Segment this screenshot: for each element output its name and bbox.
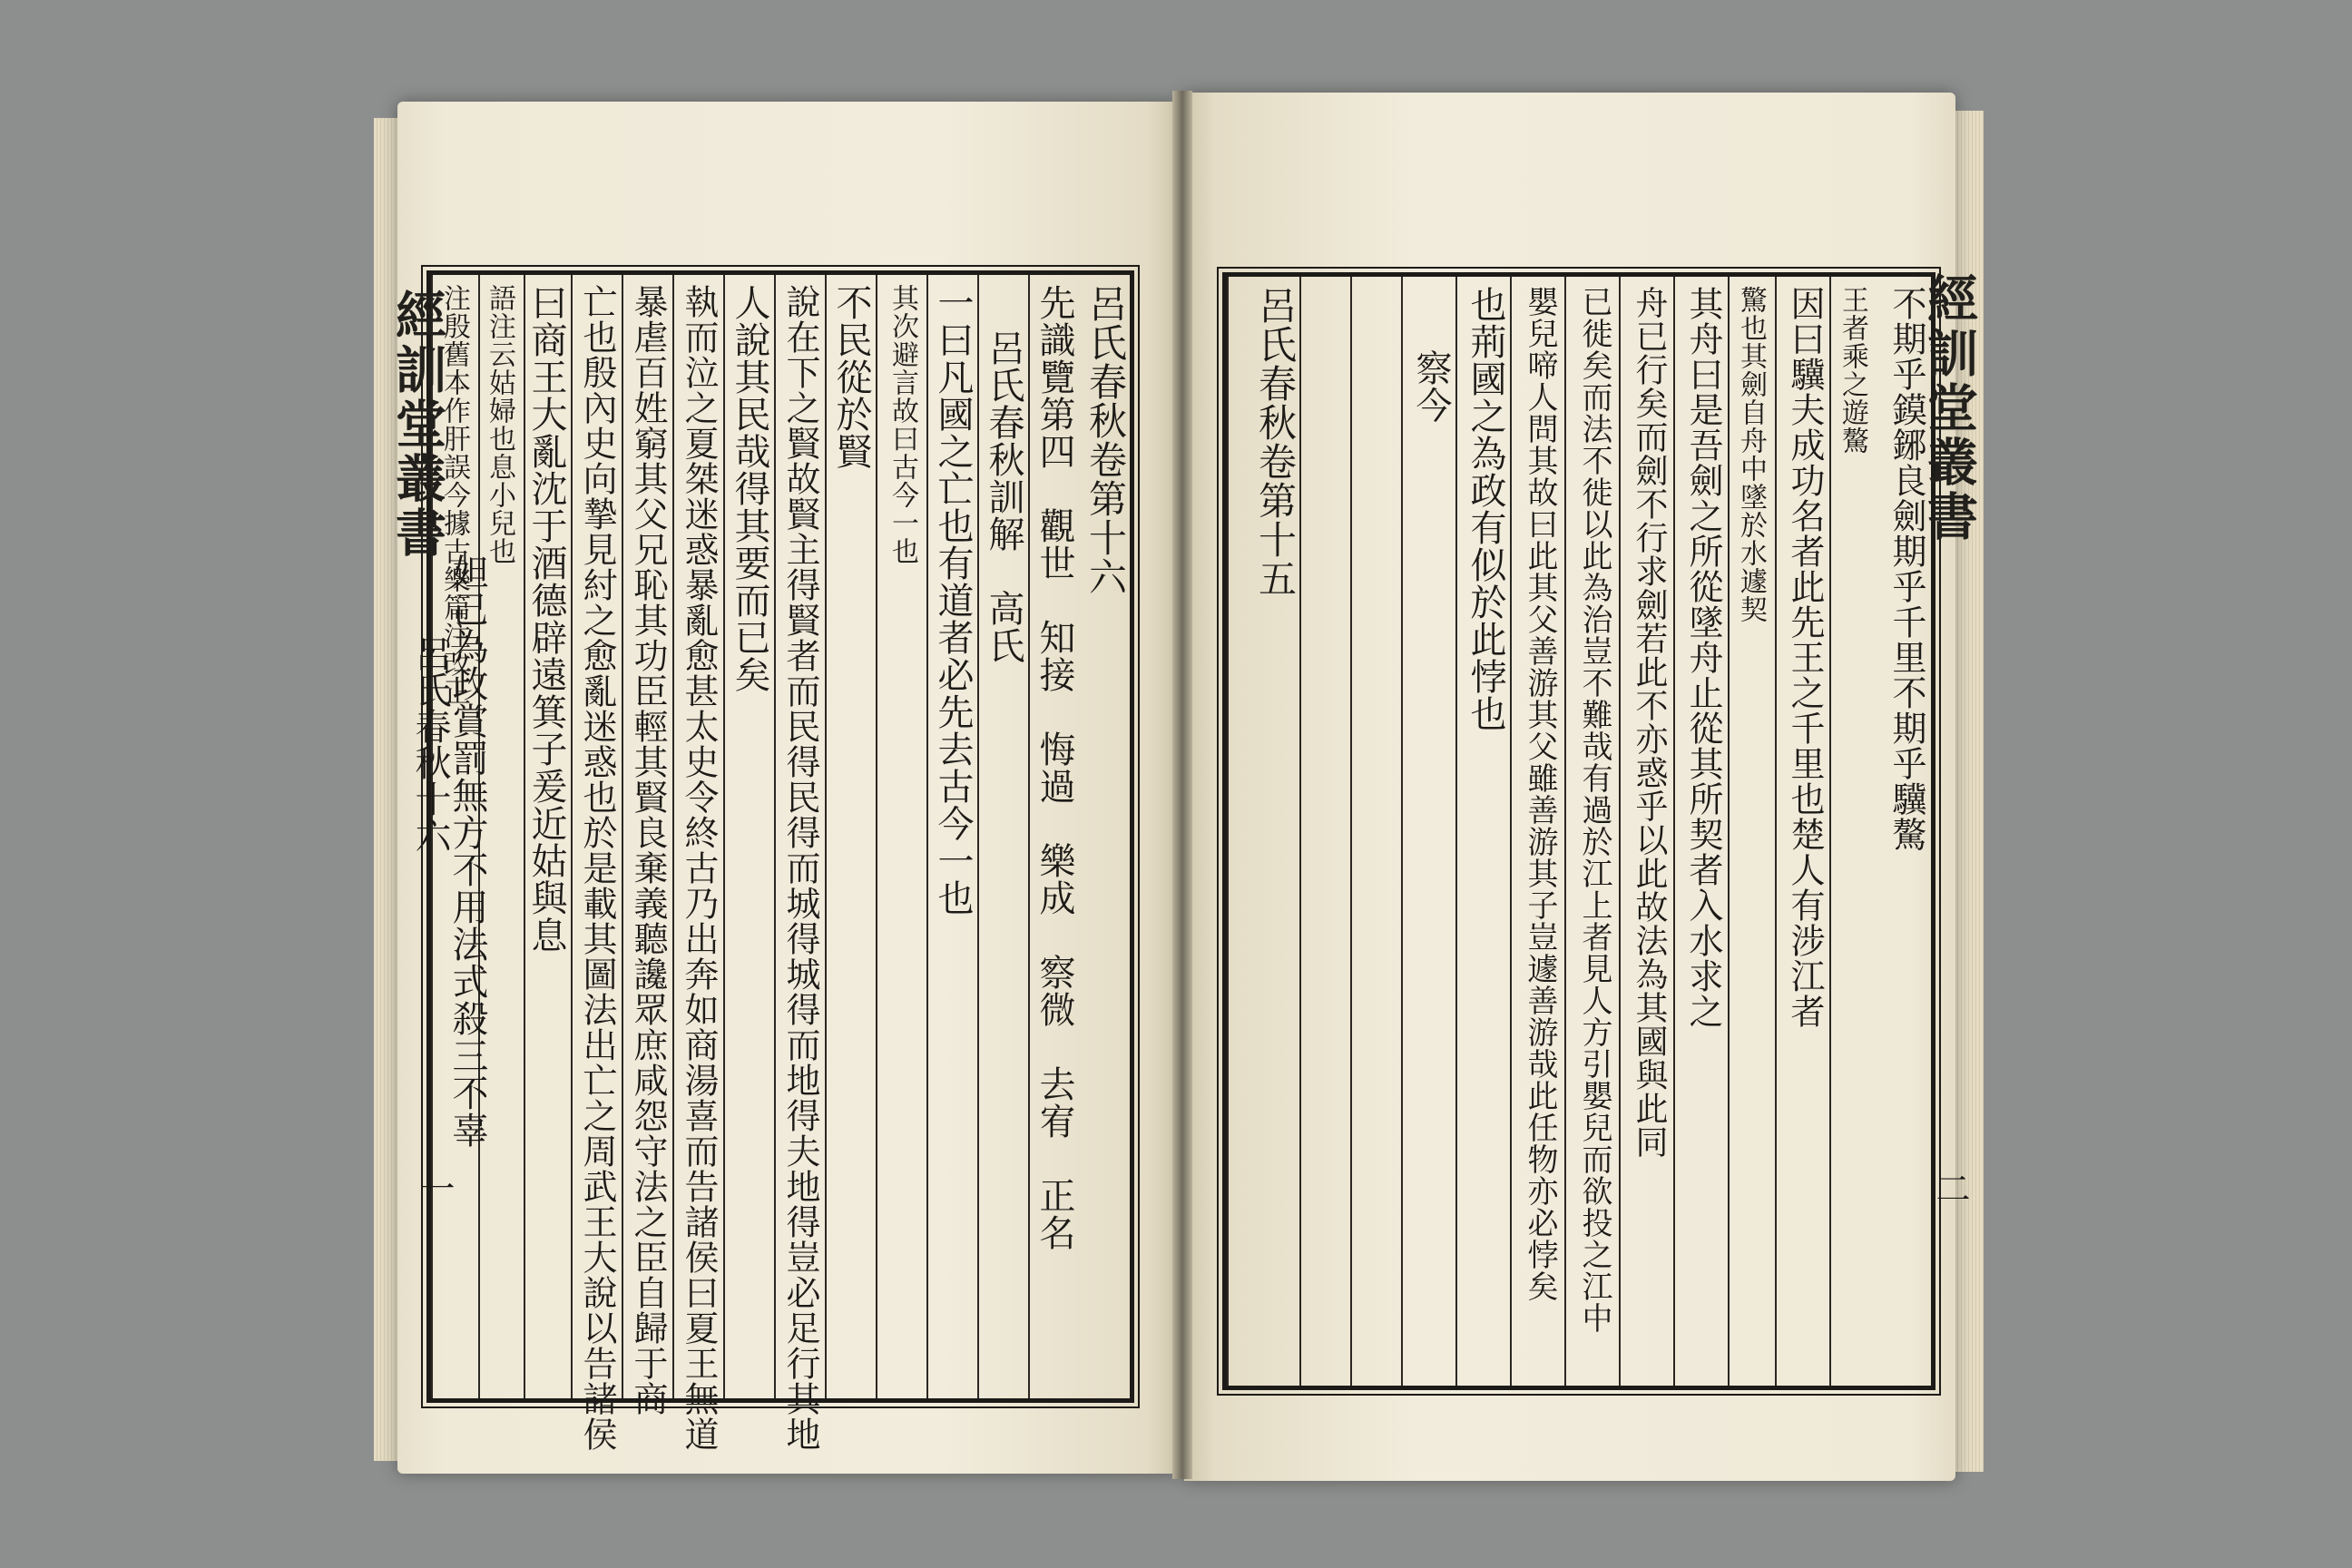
left-col-3: 呂氏春秋訓解 高氏 (977, 275, 1028, 1398)
left-col-2: 先識覽第四 觀世 知接 悔過 樂成 察微 去宥 正名 (1028, 275, 1079, 1398)
right-col-9: 也荊國之為政有似於此悖也 (1455, 277, 1510, 1386)
right-col-2: 王者乘之遊驁 (1829, 277, 1877, 1386)
right-col-4: 驚也其劍自舟中墜於水遽契 (1728, 277, 1775, 1386)
right-banner: 經訓堂叢書 (1919, 272, 1979, 544)
right-col-3: 因曰驥夫成功名者此先王之千里也楚人有涉江者 (1775, 277, 1829, 1386)
right-col-1: 不期乎鏌鋣良劍期乎千里不期乎驥驁 (1886, 286, 1926, 852)
left-col-11: 亡也殷內史向摯見紂之愈亂迷惑也於是載其圖法出亡之周武王大說以告諸侯 (571, 275, 622, 1398)
left-col-9: 執而泣之夏桀迷惑暴亂愈甚太史令終古乃出奔如商湯喜而告諸侯曰夏王無道 (672, 275, 723, 1398)
left-col-12: 曰商王大亂沈于酒德辟遠箕子爰近姑與息 (524, 275, 571, 1398)
right-col-6: 舟已行矣而劍不行求劍若此不亦惑乎以此故法為其國與此同 (1619, 277, 1673, 1386)
left-col-5: 其次避言故曰古今一也 (876, 275, 926, 1398)
left-col-8: 人說其民哉得其要而已矣 (723, 275, 774, 1398)
left-col-14: 注殷舊本作肝誤今據古樂篇注改正 (431, 275, 478, 1398)
left-col-10: 暴虐百姓窮其父兄恥其功臣輕其賢良棄義聽讒眾庶咸怨守法之臣自歸于商 (622, 275, 672, 1398)
left-text-frame (426, 270, 1134, 1452)
right-col-5: 其舟曰是吾劍之所從墜舟止從其所契者入水求之 (1673, 277, 1728, 1386)
right-col-10: 察今 (1401, 277, 1455, 1386)
right-col-11: 呂氏春秋卷第十五 (1227, 277, 1299, 1386)
left-col-13: 語注云姑婦也息小兒也 (478, 275, 524, 1398)
right-col-8: 嬰兒啼人問其故曰此其父善游其父雖善游其子豈遽善游哉此任物亦必悖矣 (1510, 277, 1564, 1386)
right-col-7: 已徙矣而法不徙以此為治豈不難哉有過於江上者見人方引嬰兒而欲投之江中 (1564, 277, 1619, 1386)
left-col-4: 一曰凡國之亡也有道者必先去古今一也 (926, 275, 977, 1398)
right-empty-col-1 (1350, 277, 1401, 1386)
right-page-number: 二 (1930, 1171, 1970, 1205)
right-empty-col-2 (1299, 277, 1350, 1386)
left-col-7: 說在下之賢故賢主得賢者而民得民得而城得城得而地得夫地得豈必足行其地 (774, 275, 825, 1398)
book-gutter (1172, 91, 1192, 1479)
left-col-1: 呂氏春秋卷第十六 (1083, 284, 1128, 596)
left-banner: 經訓堂叢書 (387, 289, 447, 561)
left-running-title: 呂氏春秋十六 (409, 635, 451, 853)
left-col-15: 妲己為政賞罰無方不用法式殺三不辜 (446, 554, 488, 1149)
left-page-number: 一 (415, 1171, 455, 1205)
right-text-frame (1222, 272, 1936, 1390)
left-col-6: 不民從於賢 (825, 275, 876, 1398)
